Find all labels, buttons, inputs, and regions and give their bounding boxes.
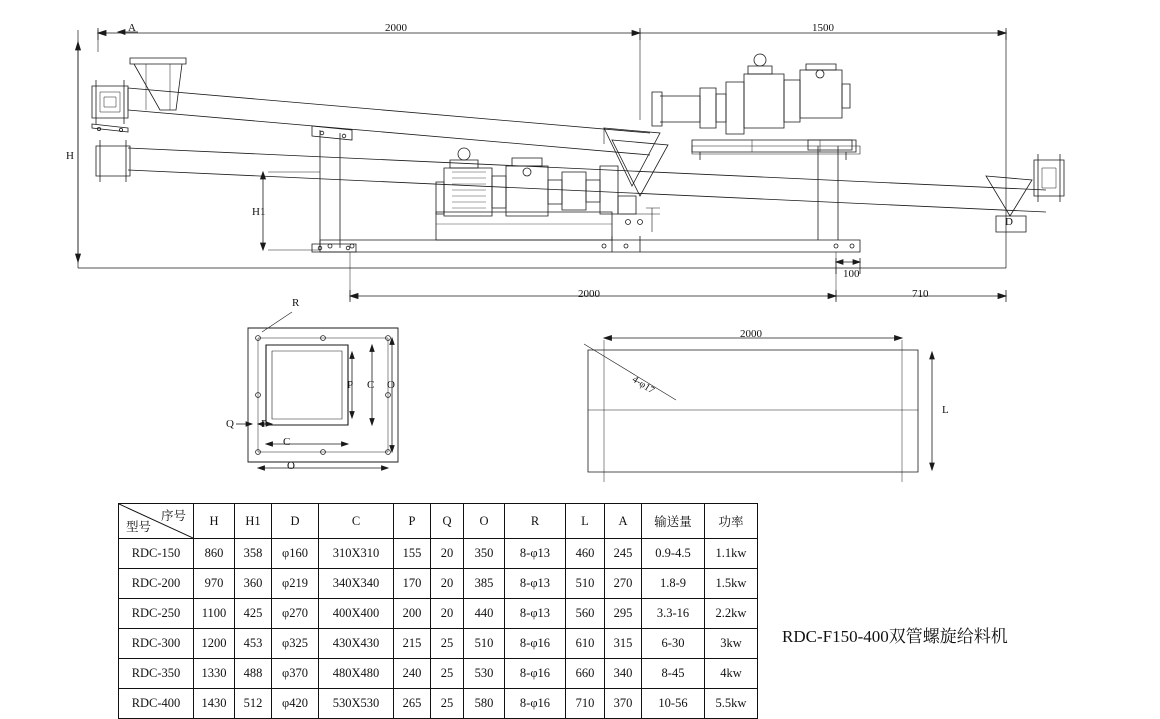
- callout-d: D: [1005, 216, 1013, 228]
- cell-model: RDC-350: [119, 659, 194, 689]
- dim-top-left-2000: 2000: [385, 22, 407, 34]
- dim-bottom-2000: 2000: [578, 288, 600, 300]
- cell-o: 510: [464, 629, 505, 659]
- cell-p: 240: [394, 659, 431, 689]
- cell-r: 8-φ16: [505, 659, 566, 689]
- cell-p: 170: [394, 569, 431, 599]
- cell-l: 710: [566, 689, 605, 719]
- cell-d: φ160: [272, 539, 319, 569]
- cell-l: 610: [566, 629, 605, 659]
- cell-r: 8-φ13: [505, 539, 566, 569]
- table-header-c: C: [319, 504, 394, 539]
- cell-h: 1100: [194, 599, 235, 629]
- cell-d: φ270: [272, 599, 319, 629]
- cell-d: φ219: [272, 569, 319, 599]
- cell-a: 245: [605, 539, 642, 569]
- callout-q: Q: [226, 418, 234, 430]
- cell-capacity: 8-45: [642, 659, 705, 689]
- cell-capacity: 3.3-16: [642, 599, 705, 629]
- callout-o-vert: O: [387, 379, 395, 391]
- callout-l: L: [942, 404, 949, 416]
- cell-h1: 425: [235, 599, 272, 629]
- cell-c: 400X400: [319, 599, 394, 629]
- callout-o-horz: O: [287, 460, 295, 472]
- cell-o: 580: [464, 689, 505, 719]
- cell-q: 25: [431, 689, 464, 719]
- cell-l: 510: [566, 569, 605, 599]
- cell-h: 1200: [194, 629, 235, 659]
- table-header-p: P: [394, 504, 431, 539]
- cell-h: 970: [194, 569, 235, 599]
- cell-capacity: 10-56: [642, 689, 705, 719]
- spec-table: [118, 503, 758, 719]
- cell-a: 270: [605, 569, 642, 599]
- cell-model: RDC-400: [119, 689, 194, 719]
- cell-c: 310X310: [319, 539, 394, 569]
- callout-r: R: [292, 297, 300, 309]
- cell-c: 340X340: [319, 569, 394, 599]
- cell-a: 295: [605, 599, 642, 629]
- cell-q: 20: [431, 599, 464, 629]
- cell-a: 340: [605, 659, 642, 689]
- cell-d: φ370: [272, 659, 319, 689]
- table-row: [119, 539, 758, 569]
- cell-power: 2.2kw: [705, 599, 758, 629]
- cell-l: 560: [566, 599, 605, 629]
- cell-d: φ325: [272, 629, 319, 659]
- cell-q: 20: [431, 569, 464, 599]
- cell-l: 660: [566, 659, 605, 689]
- table-header-r: R: [505, 504, 566, 539]
- cell-model: RDC-200: [119, 569, 194, 599]
- cell-h1: 512: [235, 689, 272, 719]
- cell-h: 1330: [194, 659, 235, 689]
- cell-h1: 488: [235, 659, 272, 689]
- cell-r: 8-φ13: [505, 569, 566, 599]
- cell-c: 480X480: [319, 659, 394, 689]
- cell-power: 4kw: [705, 659, 758, 689]
- cell-r: 8-φ16: [505, 689, 566, 719]
- cell-a: 315: [605, 629, 642, 659]
- cell-q: 20: [431, 539, 464, 569]
- cell-capacity: 1.8-9: [642, 569, 705, 599]
- cell-d: φ420: [272, 689, 319, 719]
- cell-capacity: 0.9-4.5: [642, 539, 705, 569]
- callout-p-horz: P: [261, 418, 268, 430]
- cell-r: 8-φ13: [505, 599, 566, 629]
- table-header-l: L: [566, 504, 605, 539]
- cell-p: 155: [394, 539, 431, 569]
- table-header-model: [119, 504, 194, 539]
- cell-a: 370: [605, 689, 642, 719]
- callout-h1: H1: [252, 206, 266, 218]
- cell-c: 430X430: [319, 629, 394, 659]
- table-row: [119, 689, 758, 719]
- table-header-h1: H1: [235, 504, 272, 539]
- cell-o: 530: [464, 659, 505, 689]
- cell-q: 25: [431, 659, 464, 689]
- table-header-power: 功率: [705, 504, 758, 539]
- table-header-row: [119, 504, 758, 539]
- table-header-capacity: 输送量: [642, 504, 705, 539]
- table-header-a: A: [605, 504, 642, 539]
- cell-model: RDC-150: [119, 539, 194, 569]
- cell-p: 215: [394, 629, 431, 659]
- table-header-model-label: 型号: [126, 519, 152, 534]
- cell-power: 5.5kw: [705, 689, 758, 719]
- cell-r: 8-φ16: [505, 629, 566, 659]
- cell-o: 350: [464, 539, 505, 569]
- dim-top-right-1500: 1500: [812, 22, 834, 34]
- callout-h: H: [66, 150, 74, 162]
- cell-capacity: 6-30: [642, 629, 705, 659]
- cell-model: RDC-250: [119, 599, 194, 629]
- cell-o: 440: [464, 599, 505, 629]
- cell-model: RDC-300: [119, 629, 194, 659]
- cell-power: 1.1kw: [705, 539, 758, 569]
- cell-p: 200: [394, 599, 431, 629]
- cell-q: 25: [431, 629, 464, 659]
- cell-h1: 358: [235, 539, 272, 569]
- dim-bottom-710: 710: [912, 288, 929, 300]
- table-header-h: H: [194, 504, 235, 539]
- cell-h: 1430: [194, 689, 235, 719]
- dim-plate-2000: 2000: [740, 328, 762, 340]
- callout-hole-note: 4-φ17: [630, 374, 657, 397]
- cell-l: 460: [566, 539, 605, 569]
- cell-c: 530X530: [319, 689, 394, 719]
- callout-c-horz: C: [283, 436, 291, 448]
- callout-c-vert: C: [367, 379, 375, 391]
- table-header-index-label: 序号: [160, 508, 186, 523]
- cell-p: 265: [394, 689, 431, 719]
- cell-o: 385: [464, 569, 505, 599]
- table-header-d: D: [272, 504, 319, 539]
- table-row: [119, 569, 758, 599]
- table-row: [119, 659, 758, 689]
- cell-h: 860: [194, 539, 235, 569]
- table-header-q: Q: [431, 504, 464, 539]
- callout-p-vert: P: [347, 379, 354, 391]
- cell-h1: 453: [235, 629, 272, 659]
- callout-a: A: [128, 22, 136, 34]
- cell-power: 1.5kw: [705, 569, 758, 599]
- drawing-caption: RDC-F150-400双管螺旋给料机: [782, 627, 1008, 646]
- cell-h1: 360: [235, 569, 272, 599]
- dim-100: 100: [843, 268, 860, 280]
- table-row: [119, 599, 758, 629]
- table-header-o: O: [464, 504, 505, 539]
- table-row: [119, 629, 758, 659]
- cell-power: 3kw: [705, 629, 758, 659]
